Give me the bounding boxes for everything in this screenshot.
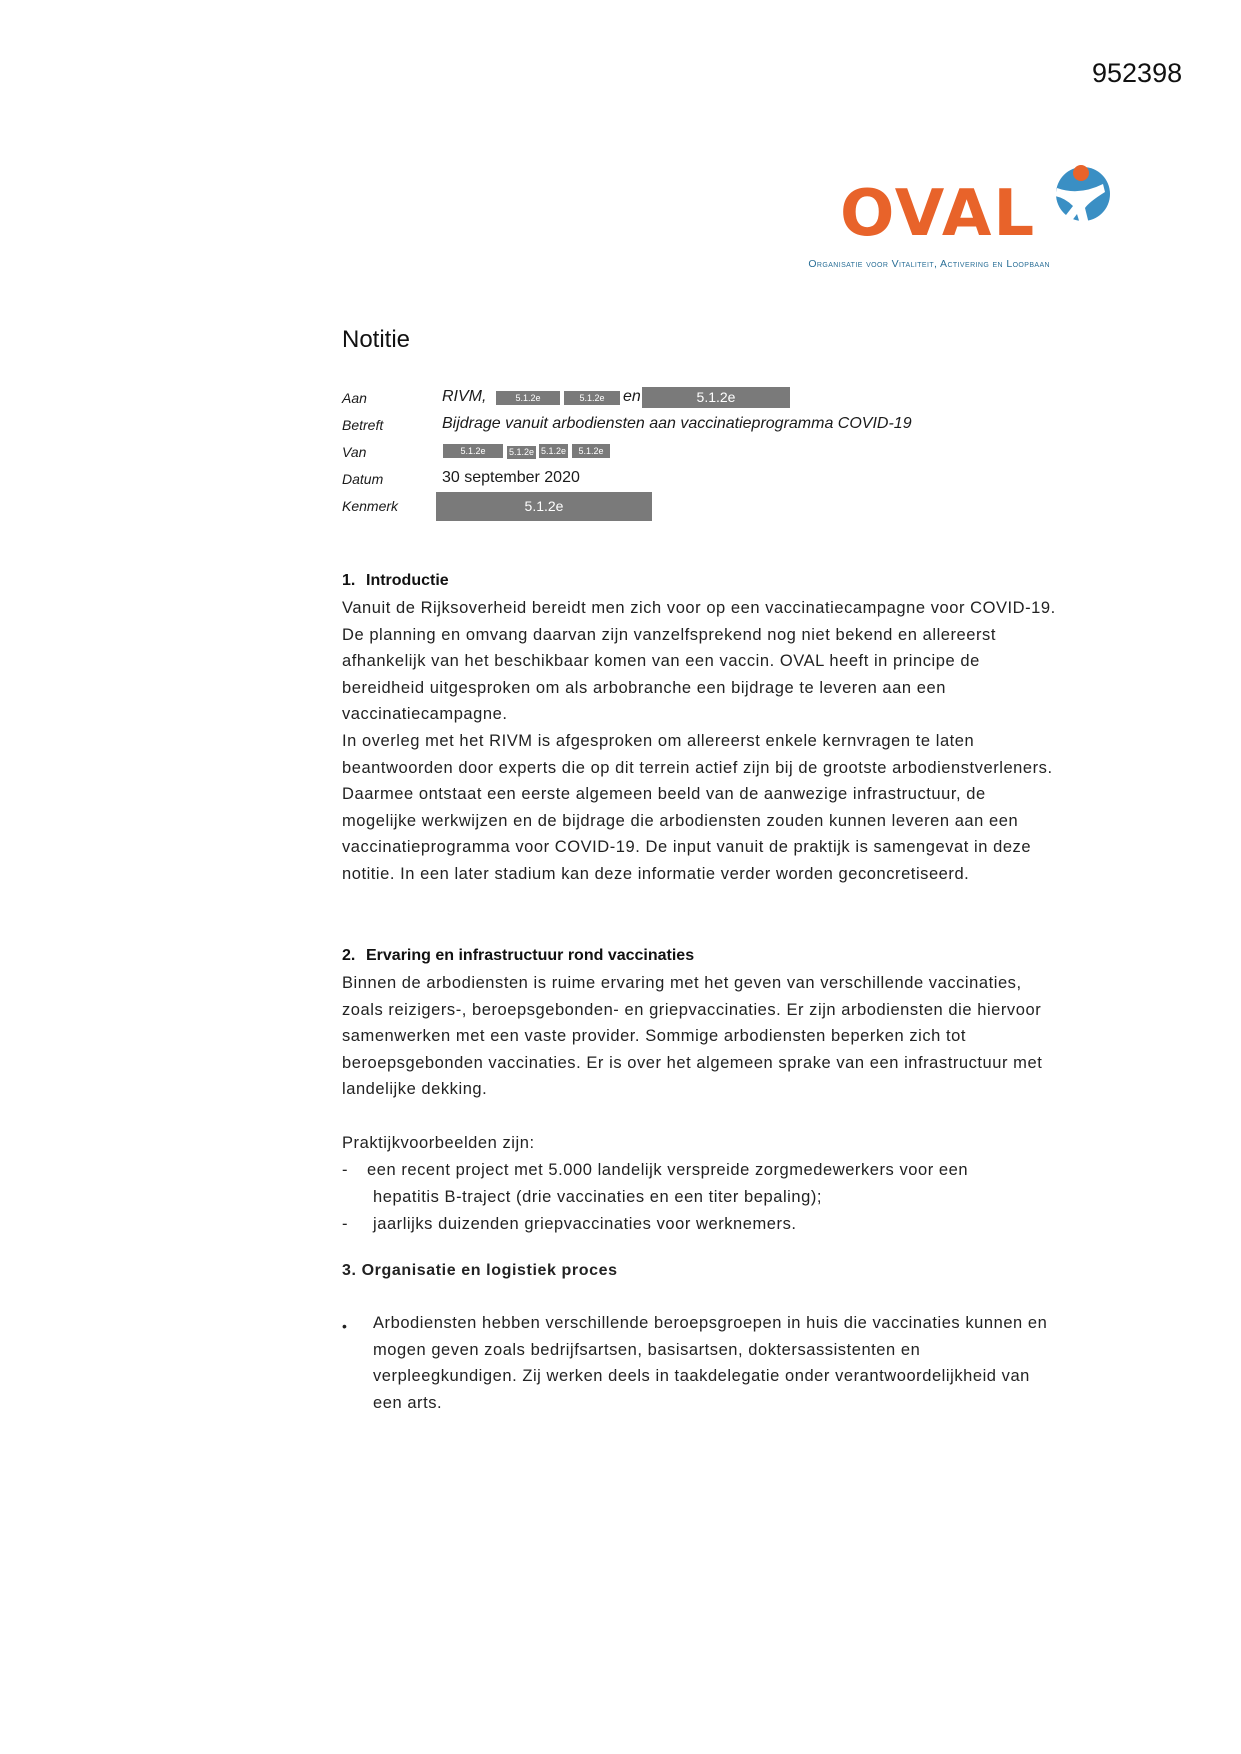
redaction-block: 5.1.2e [508,447,535,457]
section-body-ervaring [342,970,1062,1103]
logo-tagline: Organisatie voor Vitaliteit, Activering en Loopbaan [808,258,1050,270]
oval-logo [740,160,1120,280]
meta-label-van: Van [342,444,367,460]
redaction-block: 5.1.2e [436,492,652,521]
meta-label-betreft: Betreft [342,417,384,433]
bullet-marker: • [342,1318,347,1334]
document-number: 952398 [1092,58,1183,88]
redaction-block: 5.1.2e [443,444,503,458]
section-heading-organisatie: 3. Organisatie en logistiek proces [342,1262,618,1279]
section-number: 1. [342,572,356,589]
paragraph: In overleg met het RIVM is afgesproken om allereerst enkele kernvragen te laten beantwoorden door experts die op dit terrein actief zijn bij de grootste arbodienstverleners. Daarmee ontstaat een eerste algemeen beeld van de aanwezige infrastructuur, de mogelijke werkwijzen en de bijdrage die arbodiensten zouden kunnen leveren aan een vaccinatieprogramma voor COVID-19. De input vanuit de praktijk is samengevat in deze notitie. In een later stadium kan deze informatie verder worden geconcretiseerd. [342,731,1053,883]
meta-value-betreft: Bijdrage vanuit arbodiensten aan vaccinatieprogramma COVID-19 [442,415,912,432]
meta-label-datum: Datum [342,471,384,487]
meta-connector-en: en [623,388,641,405]
paragraph: Vanuit de Rijksoverheid bereidt men zich voor op een vaccinatiecampagne voor COVID-19. De planning en omvang daarvan zijn vanzelfsprekend nog niet bekend en allereerst afhankelijk van het beschikbaar komen van een vaccin. OVAL heeft in principe de bereidheid uitgesproken om als arbobranche een bijdrage te leveren aan een vaccinatiecampagne. [342,599,1056,724]
redaction-block: 5.1.2e [540,446,567,456]
section-heading-ervaring [342,947,694,965]
list-dash: - [342,1215,349,1233]
person-figure-icon [1045,160,1115,240]
paragraph: Binnen de arbodiensten is ruime ervaring met het geven van verschillende vaccinaties, zoals reizigers-, beroepsgebonden- en griepvaccinaties. Er zijn arbodiensten die hiervoor samenwerken met een vaste provider. Sommige arbodiensten beperken zich tot beroepsgebonden vaccinaties. Er is over het algemeen sprake van een infrastructuur met landelijke dekking. [342,974,1043,1099]
redaction-block: 5.1.2e [496,391,560,405]
section-title: Ervaring en infrastructuur rond vaccinaties [366,947,695,964]
meta-label-kenmerk: Kenmerk [342,498,399,514]
list-dash: - [342,1161,349,1179]
logo-wordmark: OVAL [840,177,1037,251]
meta-value-aan: RIVM, [442,388,487,405]
section-number: 2. [342,947,356,964]
section-body-introductie [342,595,1062,888]
redaction-block: 5.1.2e [642,387,790,408]
paragraph: Praktijkvoorbeelden zijn: [342,1134,535,1152]
section-heading-introductie [342,572,449,590]
meta-label-aan: Aan [342,390,367,406]
redaction-block: 5.1.2e [572,444,610,458]
redaction-block: 5.1.2e [564,391,620,405]
section-title: Introductie [366,572,449,589]
list-item: Arbodiensten hebben verschillende beroepsgroepen in huis die vaccinaties kunnen en mogen geven zoals bedrijfsartsen, basisartsen, doktersassistenten en verpleegkundigen. Zij werken deels in taakdelegatie onder verantwoordelijkheid van een arts. [373,1314,1048,1412]
examples-intro [342,1130,1062,1157]
page-title: Notitie [342,326,411,353]
meta-value-datum: 30 september 2020 [442,469,580,486]
list-item: jaarlijks duizenden griepvaccinaties voor werknemers. [373,1215,797,1233]
list-item: een recent project met 5.000 landelijk verspreide zorgmedewerkers voor een [367,1161,969,1179]
list-item-continuation: hepatitis B-traject (drie vaccinaties en een titer bepaling); [373,1188,823,1206]
